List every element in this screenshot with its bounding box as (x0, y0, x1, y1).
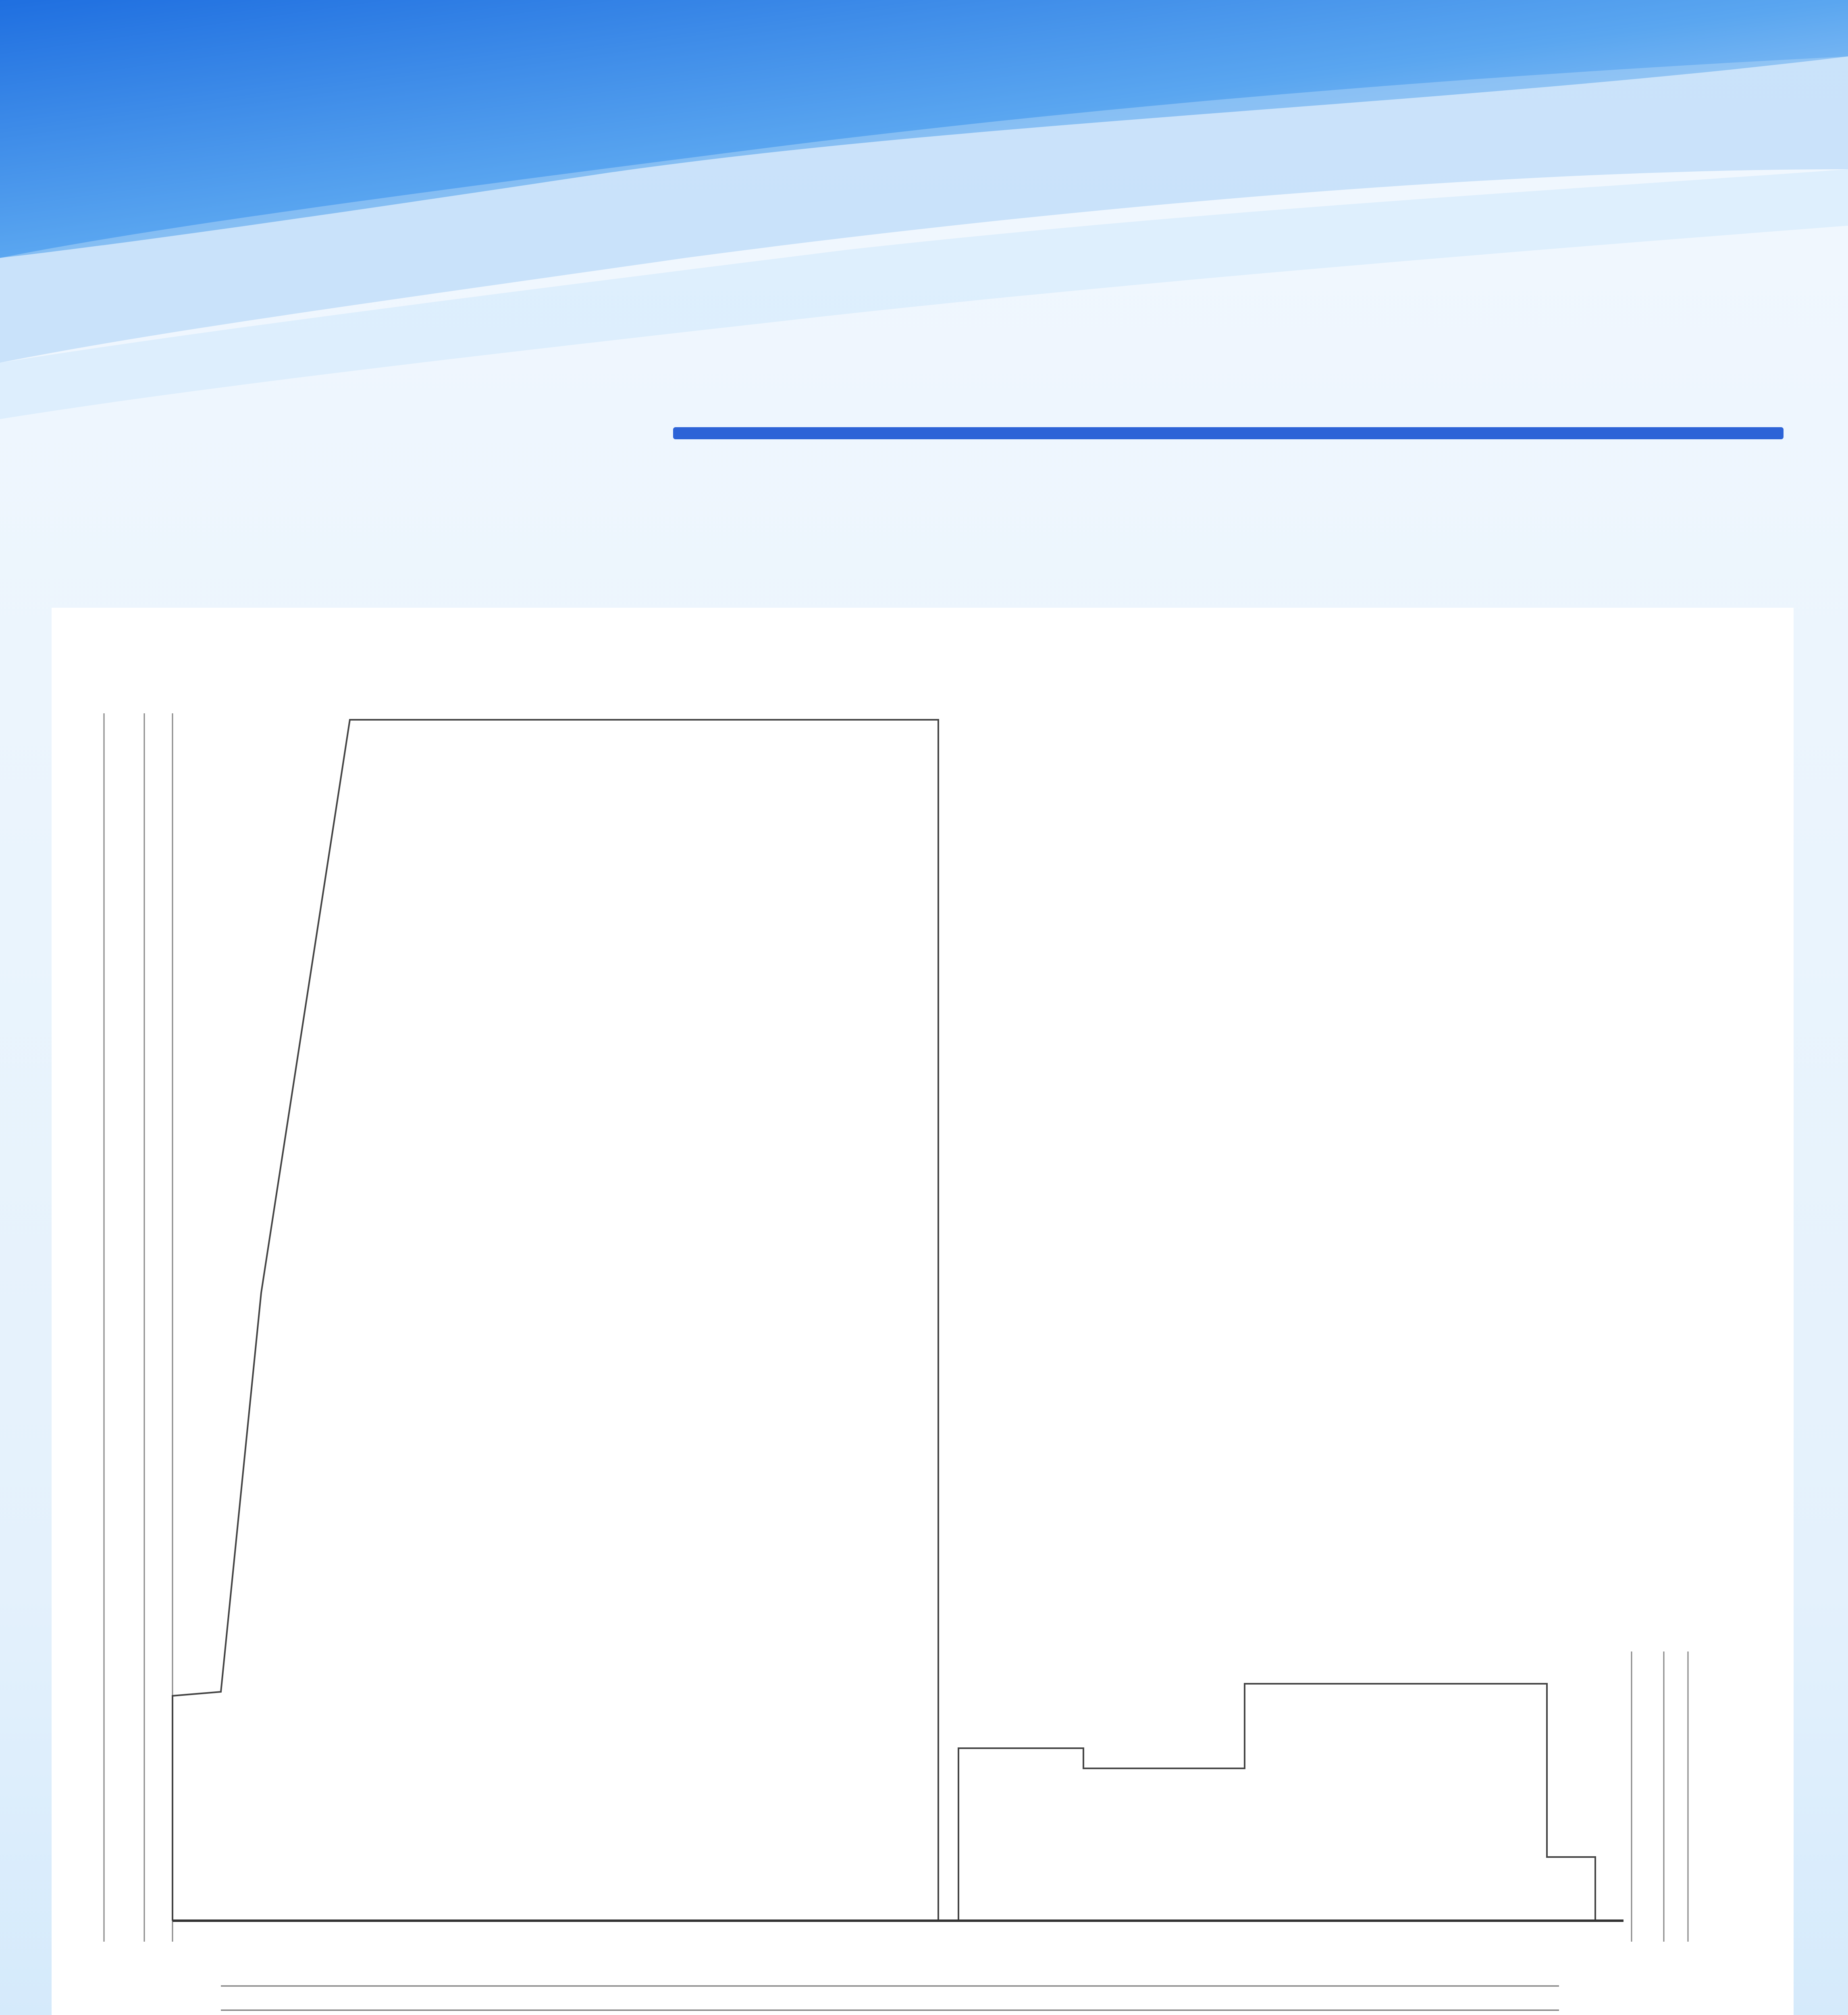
elevation-drawing-panel (52, 608, 1794, 2015)
subtitle-underline-bar (673, 427, 1784, 439)
elevation-drawing (52, 608, 1794, 2015)
